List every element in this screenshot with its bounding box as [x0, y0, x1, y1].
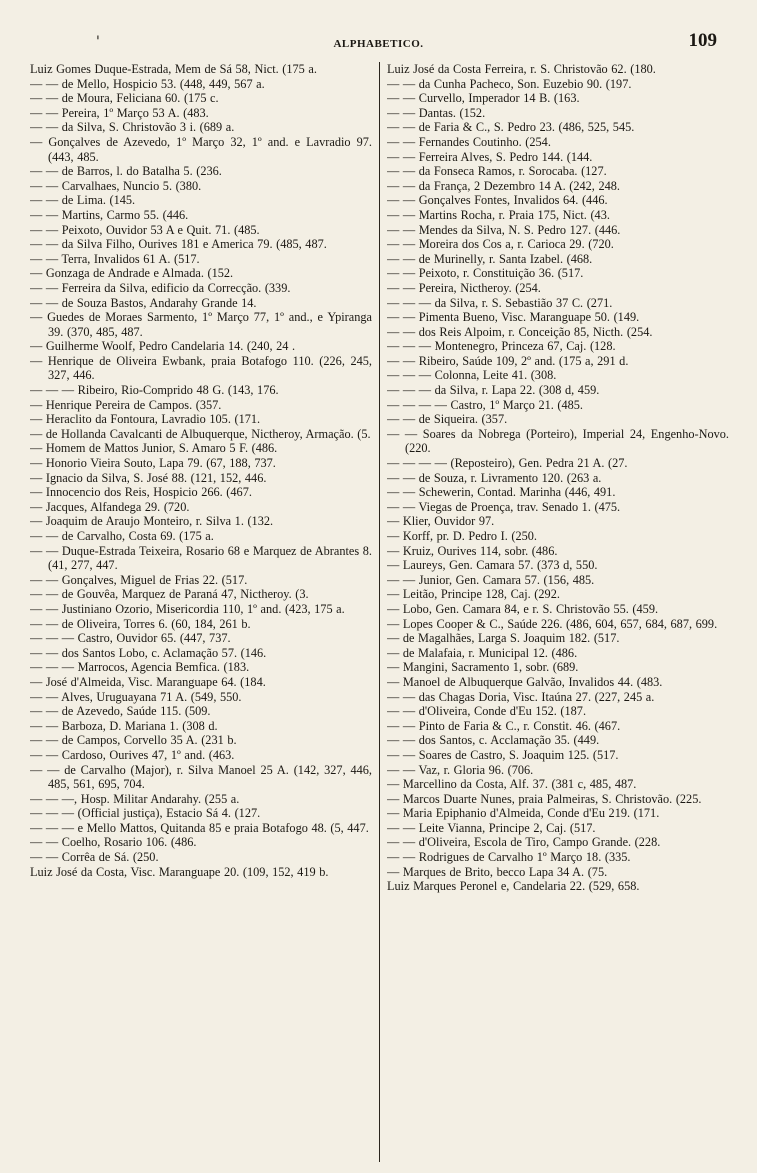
directory-entry: — — Curvello, Imperador 14 B. (163.	[387, 91, 580, 106]
directory-entry: — Guilherme Woolf, Pedro Candelaria 14. (240, 24 .	[30, 339, 296, 354]
directory-entry: — — — Castro, Ouvidor 65. (447, 737.	[30, 631, 231, 646]
directory-entry: — — Schewerin, Contad. Marinha (446, 491.	[387, 485, 616, 500]
directory-entry: — José d'Almeida, Visc. Maranguape 64. (184.	[30, 674, 266, 689]
directory-entry: — Marques de Brito, becco Lapa 34 A. (75.	[387, 864, 608, 879]
directory-entry: — Mangini, Sacramento 1, sobr. (689.	[387, 660, 579, 675]
directory-entry: — — Soares da Nobrega (Porteiro), Imperial 24, Engenho-Novo. (220.	[387, 426, 729, 456]
directory-entry: — — Ferreira da Silva, edificio da Correcção. (339.	[30, 280, 291, 295]
directory-entry: — — Vaz, r. Gloria 96. (706.	[387, 762, 534, 777]
page-number: 109	[688, 30, 717, 51]
directory-entry: — — de Siqueira. (357.	[387, 412, 508, 427]
directory-entry: — Henrique de Oliveira Ewbank, praia Botafogo 110. (226, 245, 327, 446.	[30, 353, 372, 383]
directory-entry: — — Pinto de Faria & C., r. Constit. 46. (467.	[387, 718, 621, 733]
directory-entry: — — Pereira, Nictheroy. (254.	[387, 280, 541, 295]
directory-entry: — — — da Silva, r. Lapa 22. (308 d, 459.	[387, 383, 600, 398]
directory-entry: — — — (Official justiça), Estacio Sá 4. (127.	[30, 806, 261, 821]
directory-entry: — — da Fonseca Ramos, r. Sorocaba. (127.	[387, 164, 607, 179]
directory-entry: — — Ferreira Alves, S. Pedro 144. (144.	[387, 149, 593, 164]
directory-entry: — — da Cunha Pacheco, Son. Euzebio 90. (197.	[387, 76, 632, 91]
directory-entry: — — — e Mello Mattos, Quitanda 85 e praia Botafogo 48. (5, 447.	[30, 820, 369, 835]
directory-entry: — — — — Castro, 1º Março 21. (485.	[387, 397, 584, 412]
directory-entry: — — da Silva, S. Christovão 3 i. (689 a.	[30, 120, 235, 135]
directory-entry: — — de Carvalho (Major), r. Silva Manoel 25 A. (142, 327, 446, 485, 561, 695, 704.	[30, 762, 372, 792]
left-column	[30, 62, 372, 1162]
directory-entry: — — — Colonna, Leite 41. (308.	[387, 368, 557, 383]
directory-entry: — — Duque-Estrada Teixeira, Rosario 68 e Marquez de Abrantes 8. (41, 277, 447.	[30, 543, 372, 573]
directory-entry: — Innocencio dos Reis, Hospicio 266. (467.	[30, 485, 252, 500]
directory-entry: — — Pereira, 1º Março 53 A. (483.	[30, 105, 209, 120]
directory-entry: — — de Murinelly, r. Santa Izabel. (468.	[387, 251, 593, 266]
directory-entry: — — Coelho, Rosario 106. (486.	[30, 835, 197, 850]
directory-entry: — — Alves, Uruguayana 71 A. (549, 550.	[30, 689, 242, 704]
right-column	[387, 62, 729, 1162]
directory-entry: — — Carvalhaes, Nuncio 5. (380.	[30, 178, 202, 193]
directory-entry: — de Hollanda Cavalcanti de Albuquerque, Nictheroy, Armação. (5.	[30, 426, 371, 441]
directory-entry: — Maria Epiphanio d'Almeida, Conde d'Eu 219. (171.	[387, 806, 660, 821]
directory-entry: — — Gonçalves, Miguel de Frias 22. (517.	[30, 572, 248, 587]
directory-entry: — — de Carvalho, Costa 69. (175 a.	[30, 529, 214, 543]
directory-entry: — — —, Hosp. Militar Andarahy. (255 a.	[30, 791, 240, 806]
directory-entry: — — Moreira dos Cos a, r. Carioca 29. (720.	[387, 237, 614, 252]
directory-entry: — Homem de Mattos Junior, S. Amaro 5 F. (486.	[30, 441, 278, 456]
directory-entry: — — de Souza Bastos, Andarahy Grande 14.	[30, 295, 257, 310]
directory-entry: — — d'Oliveira, Escola de Tiro, Campo Grande. (228.	[387, 835, 661, 850]
directory-entry: — — Corrêa de Sá. (250.	[30, 850, 159, 865]
directory-entry: — de Malafaia, r. Municipal 12. (486.	[387, 645, 578, 660]
page-title: ALPHABETICO.	[333, 38, 424, 50]
directory-entry: — — Fernandes Coutinho. (254.	[387, 134, 551, 149]
directory-entry: Luiz José da Costa, Visc. Maranguape 20. (109, 152, 419 b.	[30, 864, 329, 879]
directory-entry: — — — Marrocos, Agencia Bemfica. (183.	[30, 660, 250, 675]
directory-entry: — de Magalhães, Larga S. Joaquim 182. (517.	[387, 631, 620, 646]
directory-entry: — Manoel de Albuquerque Galvão, Invalidos 44. (483.	[387, 674, 663, 689]
directory-entry: Luiz Marques Peronel e, Candelaria 22. (529, 658.	[387, 879, 640, 894]
directory-entry: — — Martins, Carmo 55. (446.	[30, 207, 189, 222]
directory-entry: — Kruiz, Ourives 114, sobr. (486.	[387, 543, 558, 558]
directory-entry: Luiz José da Costa Ferreira, r. S. Christovão 62. (180.	[387, 62, 656, 76]
header-mark: '	[96, 34, 100, 50]
directory-entry: — — Pimenta Bueno, Visc. Maranguape 50. (149.	[387, 310, 640, 325]
directory-entry: — — Soares de Castro, S. Joaquim 125. (517.	[387, 747, 619, 762]
directory-entry: — — de Lima. (145.	[30, 193, 136, 208]
directory-entry: — Gonzaga de Andrade e Almada. (152.	[30, 266, 234, 281]
directory-entry: — — de Barros, l. do Batalha 5. (236.	[30, 164, 222, 179]
directory-entry: — — — Ribeiro, Rio-Comprido 48 G. (143, 176.	[30, 383, 279, 398]
directory-entry: — Leitão, Principe 128, Caj. (292.	[387, 587, 560, 602]
directory-entry: — Jacques, Alfandega 29. (720.	[30, 499, 190, 514]
directory-entry: — — de Mello, Hospicio 53. (448, 449, 567 a.	[30, 76, 265, 91]
directory-entry: — — Peixoto, Ouvidor 53 A e Quit. 71. (485.	[30, 222, 260, 237]
directory-entry: — Korff, pr. D. Pedro I. (250.	[387, 529, 537, 543]
directory-entry: — — Gonçalves Fontes, Invalidos 64. (446.	[387, 193, 608, 208]
directory-entry: — Laureys, Gen. Camara 57. (373 d, 550.	[387, 558, 598, 573]
directory-entry: — — Cardoso, Ourives 47, 1º and. (463.	[30, 747, 235, 762]
directory-entry: — — — Montenegro, Princeza 67, Caj. (128.	[387, 339, 616, 354]
directory-entry: — Gonçalves de Azevedo, 1º Março 32, 1º and. e Lavradio 97. (443, 485.	[30, 134, 372, 164]
directory-entry: — — dos Santos Lobo, c. Aclamação 57. (146.	[30, 645, 267, 660]
page-header	[0, 30, 757, 56]
directory-entry: — Heraclito da Fontoura, Lavradio 105. (171.	[30, 412, 261, 427]
directory-entry: — Marcos Duarte Nunes, praia Palmeiras, S. Christovão. (225.	[387, 791, 702, 806]
directory-entry: — — Barboza, D. Mariana 1. (308 d.	[30, 718, 218, 733]
directory-entry: — — de Oliveira, Torres 6. (60, 184, 261 b.	[30, 616, 251, 631]
directory-entry: — — Martins Rocha, r. Praia 175, Nict. (43.	[387, 207, 610, 222]
directory-entry: — Marcellino da Costa, Alf. 37. (381 c, 485, 487.	[387, 777, 637, 792]
directory-entry: — — dos Santos, c. Acclamação 35. (449.	[387, 733, 600, 748]
directory-entry: — — de Gouvêa, Marquez de Paraná 47, Nictheroy. (3.	[30, 587, 309, 602]
directory-entry: — — Justiniano Ozorio, Misericordia 110, 1º and. (423, 175 a.	[30, 601, 345, 616]
directory-entry: — — — — (Reposteiro), Gen. Pedra 21 A. (27.	[387, 456, 628, 471]
directory-entry: — — — da Silva, r. S. Sebastião 37 C. (271.	[387, 295, 613, 310]
directory-entry: — Klier, Ouvidor 97.	[387, 514, 495, 529]
directory-entry: — — Peixoto, r. Constituição 36. (517.	[387, 266, 584, 281]
directory-entry: — — de Faria & C., S. Pedro 23. (486, 525, 545.	[387, 120, 635, 135]
directory-entry: — — de Souza, r. Livramento 120. (263 a.	[387, 470, 602, 485]
directory-entry: — — Terra, Invalidos 61 A. (517.	[30, 251, 200, 266]
directory-entry: — — de Campos, Corvello 35 A. (231 b.	[30, 733, 237, 748]
directory-entry: — Joaquim de Araujo Monteiro, r. Silva 1. (132.	[30, 514, 274, 529]
directory-entry: — Guedes de Moraes Sarmento, 1º Março 77, 1º and., e Ypiranga 39. (370, 485, 487.	[30, 310, 372, 339]
directory-entry: — Ignacio da Silva, S. José 88. (121, 152, 446.	[30, 470, 267, 485]
directory-entry: Luiz Gomes Duque-Estrada, Mem de Sá 58, Nict. (175 a.	[30, 62, 317, 76]
directory-entry: — Honorio Vieira Souto, Lapa 79. (67, 188, 737.	[30, 456, 276, 471]
directory-entry: — — de Azevedo, Saúde 115. (509.	[30, 704, 211, 719]
directory-entry: — — Rodrigues de Carvalho 1º Março 18. (335.	[387, 850, 631, 865]
directory-entry: — — Mendes da Silva, N. S. Pedro 127. (446.	[387, 222, 621, 237]
directory-entry: — — das Chagas Doria, Visc. Itaúna 27. (227, 245 a.	[387, 689, 655, 704]
directory-entry: — — de Moura, Feliciana 60. (175 c.	[30, 91, 219, 106]
directory-entry: — — d'Oliveira, Conde d'Eu 152. (187.	[387, 704, 587, 719]
directory-entry: — Lobo, Gen. Camara 84, e r. S. Christovão 55. (459.	[387, 601, 659, 616]
directory-entry: — Henrique Pereira de Campos. (357.	[30, 397, 222, 412]
column-divider	[379, 62, 380, 1162]
directory-entry: — — da Silva Filho, Ourives 181 e America 79. (485, 487.	[30, 237, 327, 252]
directory-entry: — — Leite Vianna, Principe 2, Caj. (517.	[387, 820, 596, 835]
directory-entry: — Lopes Cooper & C., Saúde 226. (486, 604, 657, 684, 687, 699.	[387, 616, 718, 631]
directory-entry: — — Dantas. (152.	[387, 105, 486, 120]
directory-entry: — — Ribeiro, Saúde 109, 2º and. (175 a, 291 d.	[387, 353, 629, 368]
directory-entry: — — Junior, Gen. Camara 57. (156, 485.	[387, 572, 595, 587]
directory-entry: — — dos Reis Alpoim, r. Conceição 85, Nicth. (254.	[387, 324, 653, 339]
directory-entry: — — da França, 2 Dezembro 14 A. (242, 248.	[387, 178, 620, 193]
directory-entry: — — Viegas de Proença, trav. Senado 1. (475.	[387, 499, 621, 514]
